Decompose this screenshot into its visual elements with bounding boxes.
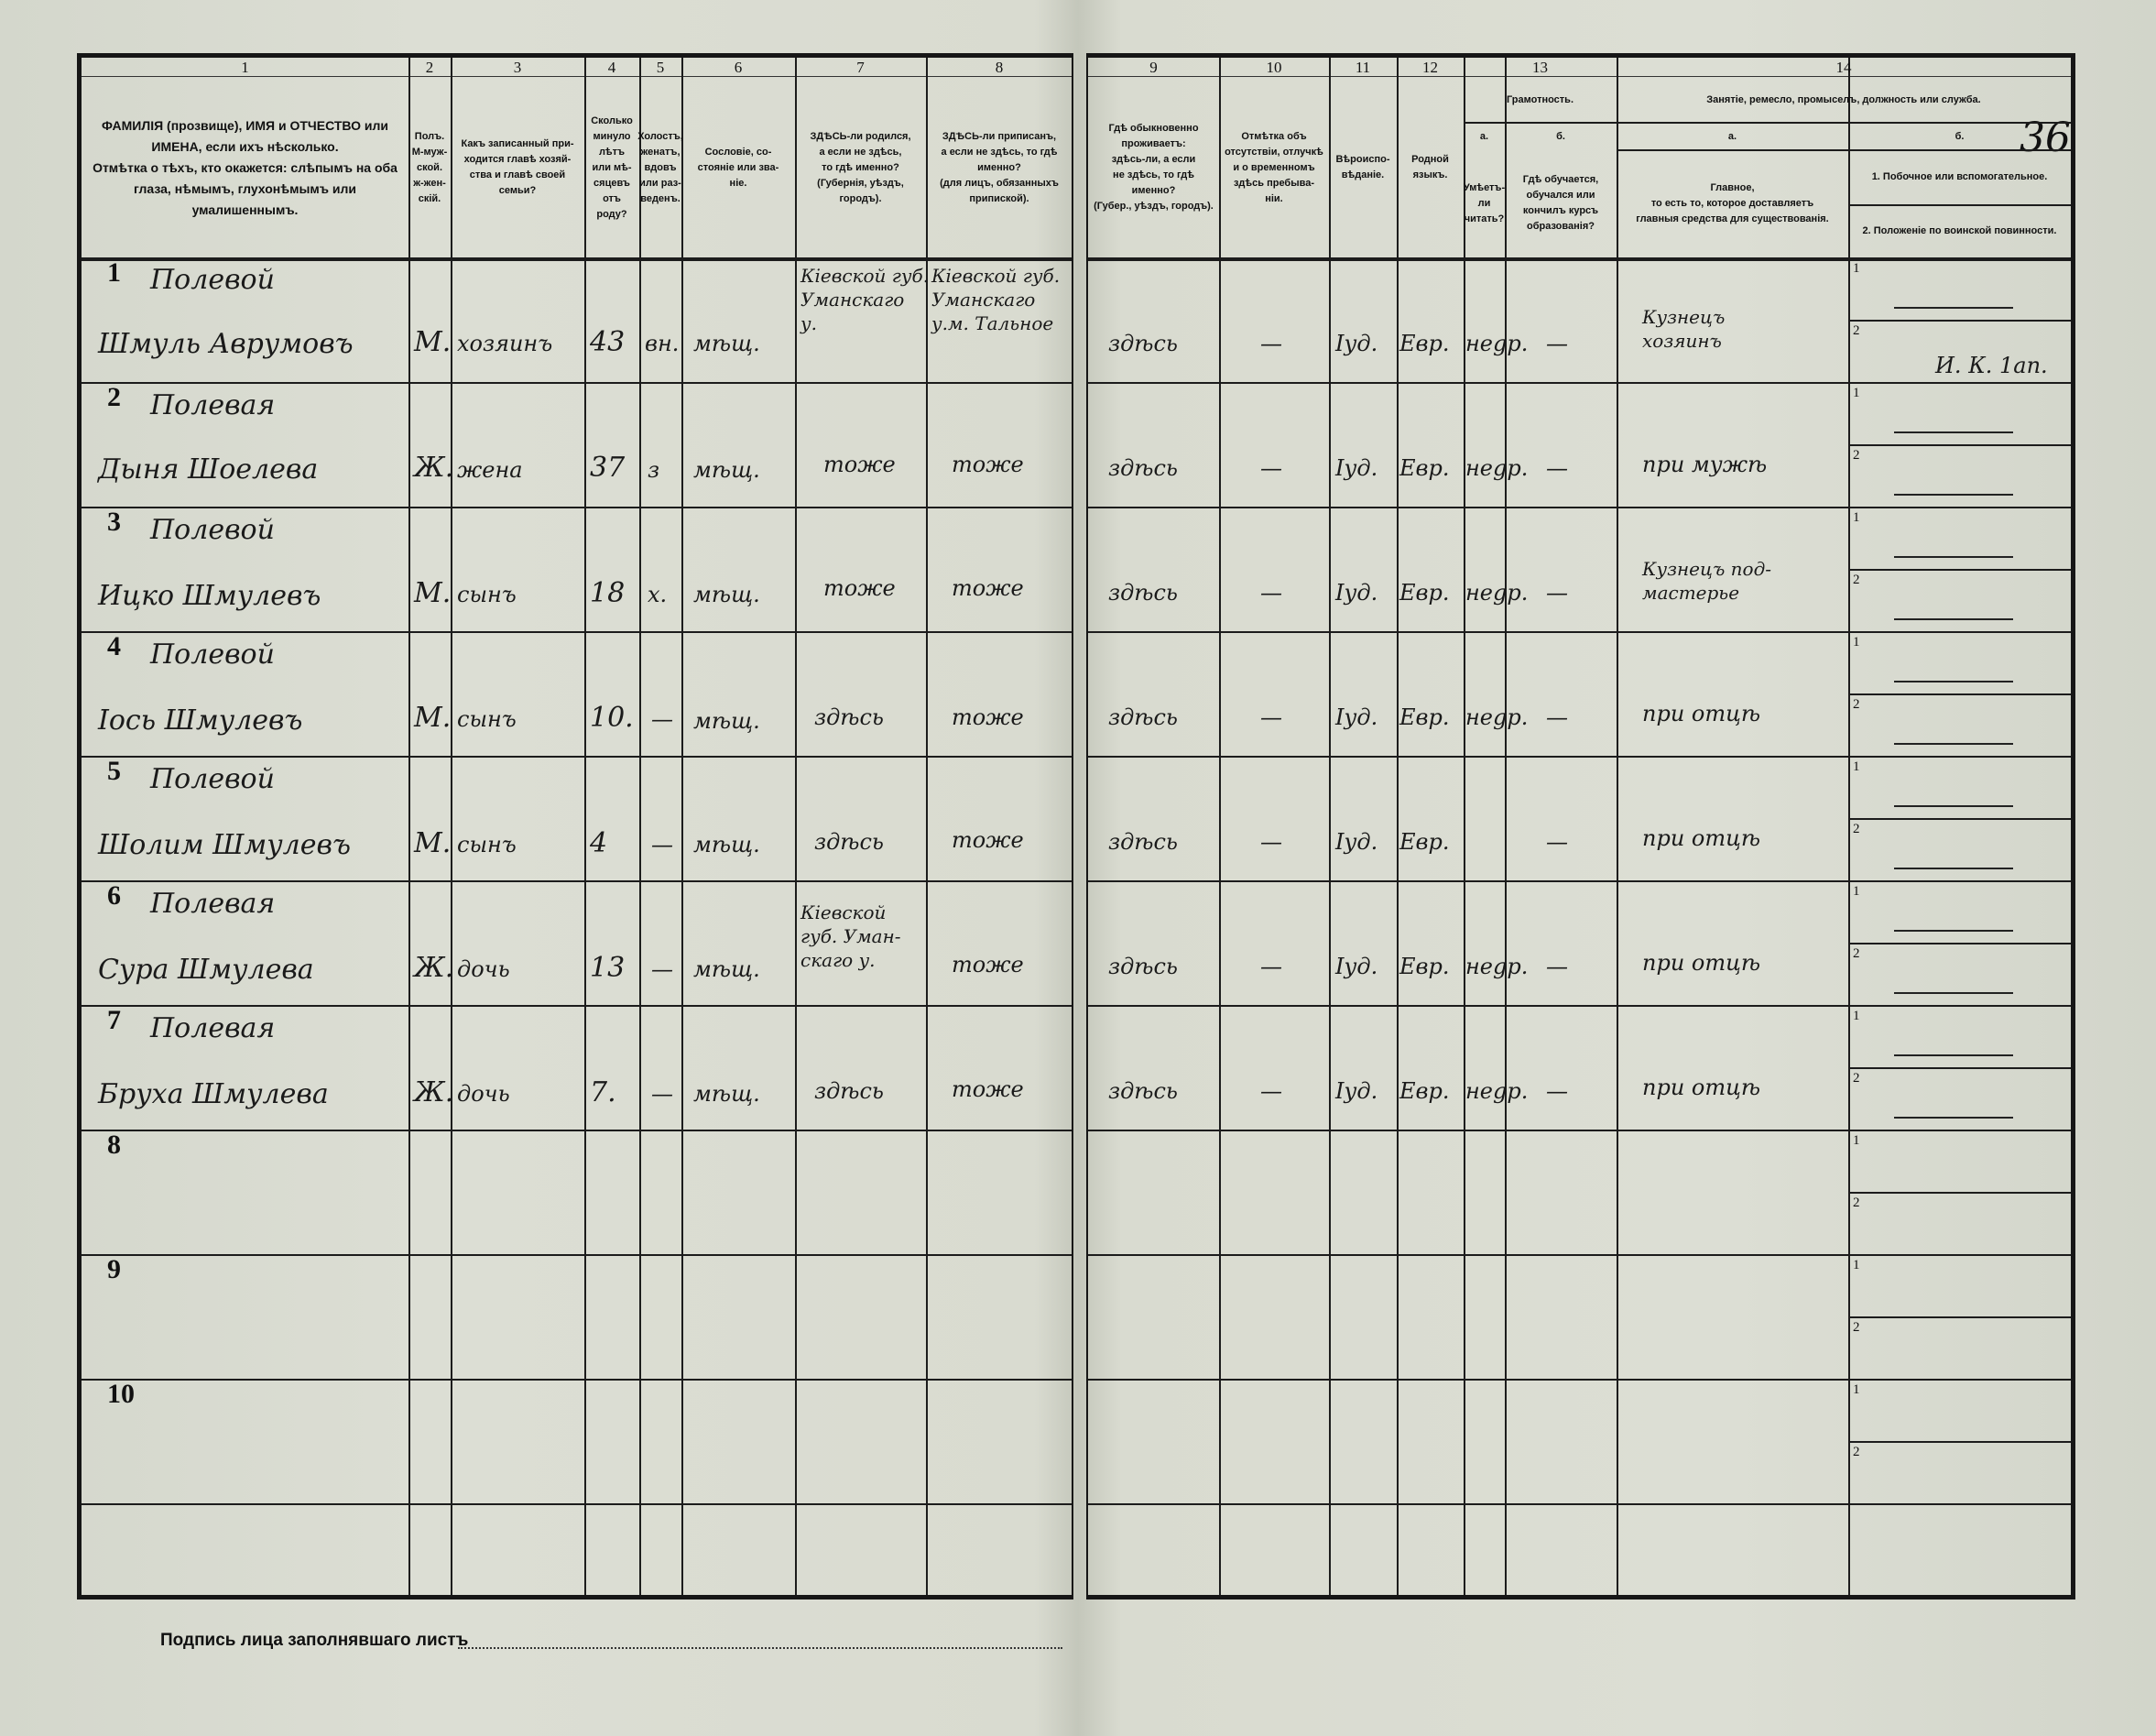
sub-label-2: 2	[1853, 1196, 1860, 1210]
sub-label-2: 2	[1853, 697, 1860, 712]
education: —	[1546, 829, 1568, 855]
sex: Ж.	[414, 952, 454, 984]
header-name: ФАМИЛІЯ (прозвище), ИМЯ и ОТЧЕСТВО или ИМЕНА, если ихъ нѣсколько. Отмѣтка о тѣхъ, кто окажется: слѣпымъ на оба глаза, нѣмымъ, глухонѣмымъ или умалишеннымъ.	[93, 117, 397, 217]
absence: —	[1260, 455, 1282, 481]
estate: мѣщ.	[693, 832, 760, 857]
header-occupation: Занятіе, ремесло, промыселъ, должность или служба.	[1706, 93, 1981, 105]
page-number: 36	[2020, 115, 2071, 161]
main-occupation: при отцѣ	[1642, 701, 1761, 726]
relation: сынъ	[457, 832, 517, 857]
right-table	[1086, 53, 2075, 1600]
sex: М.	[414, 326, 452, 358]
absence: —	[1260, 1078, 1282, 1104]
estate: мѣщ.	[693, 1081, 760, 1107]
relation: сынъ	[457, 582, 517, 607]
header-education: Гдѣ обучается, обучался или кончилъ курсъ образованія?	[1522, 174, 1599, 232]
header-marital: Холостъ, женатъ, вдовъ или раз- веденъ.	[637, 130, 683, 204]
age: 43	[590, 326, 626, 358]
marital: —	[651, 1081, 673, 1107]
main-occupation: Кузнецъ под- мастерье	[1642, 558, 1771, 604]
sub-label-2: 2	[1853, 822, 1860, 836]
religion: Iуд.	[1335, 954, 1378, 979]
birthplace: здѣсь	[814, 704, 884, 730]
sub-label-2: 2	[1853, 448, 1860, 463]
marital: —	[651, 956, 673, 982]
residence: здѣсь	[1108, 331, 1178, 356]
religion: Iуд.	[1335, 1078, 1378, 1104]
language: Евр.	[1399, 1078, 1450, 1104]
military-status: И. К. 1ап.	[1935, 353, 2048, 378]
sub-label-2: 2	[1853, 573, 1860, 587]
estate: мѣщ.	[693, 956, 760, 982]
header-age: Сколько минуло лѣтъ или мѣ- сяцевъ отъ роду?	[591, 115, 633, 220]
absence: —	[1260, 954, 1282, 979]
main-occupation: при мужѣ	[1642, 452, 1768, 477]
header-literacy: Грамотность.	[1506, 93, 1574, 105]
language: Евр.	[1399, 455, 1450, 481]
relation: хозяинъ	[457, 331, 553, 356]
absence: —	[1260, 829, 1282, 855]
religion: Iуд.	[1335, 580, 1378, 606]
religion: Iуд.	[1335, 455, 1378, 481]
col-num-2: 2	[425, 59, 434, 76]
given-name: Шмуль Аврумовъ	[98, 328, 354, 360]
residence: здѣсь	[1108, 455, 1178, 481]
sex: М.	[414, 577, 452, 609]
col-num-13: 13	[1532, 59, 1548, 76]
left-table	[77, 53, 1073, 1600]
language: Евр.	[1399, 331, 1450, 356]
birthplace: Кiевской губ. Уман- скаго у.	[800, 901, 901, 971]
given-name: Дыня Шоелева	[98, 453, 319, 486]
language: Евр.	[1399, 829, 1450, 855]
literacy: неgр.	[1465, 331, 1529, 356]
education: —	[1546, 455, 1568, 481]
literacy: неgр.	[1465, 1078, 1529, 1104]
col-num-10: 10	[1266, 59, 1282, 76]
sub-label-2: 2	[1853, 1071, 1860, 1086]
row-number: 4	[107, 631, 121, 661]
birthplace: здѣсь	[814, 1078, 884, 1104]
col-num-5: 5	[656, 59, 665, 76]
col-num-14: 14	[1835, 59, 1852, 76]
marital: —	[651, 832, 673, 857]
row-number: 5	[107, 756, 121, 786]
given-name: Іось Шмулевъ	[98, 704, 303, 737]
registered: тоже	[952, 704, 1024, 730]
relation: дочь	[457, 1081, 510, 1107]
education: —	[1546, 580, 1568, 606]
header-relation: Какъ записанный при- ходится главѣ хозяй- ства и главѣ своей семьи?	[461, 138, 574, 196]
registered: тоже	[952, 575, 1024, 601]
age: 13	[590, 952, 626, 984]
given-name: Ицко Шмулевъ	[98, 580, 321, 612]
signature-label: Подпись лица заполнявшаго листъ	[160, 1631, 469, 1650]
signature-line[interactable]	[458, 1647, 1062, 1649]
literacy: неgр.	[1465, 954, 1529, 979]
language: Евр.	[1399, 580, 1450, 606]
marital: х.	[648, 582, 668, 607]
row-number: 1	[107, 257, 121, 288]
col-num-11: 11	[1355, 59, 1371, 76]
sex: Ж.	[414, 452, 454, 484]
sub-label-2: 2	[1853, 1445, 1860, 1459]
given-name: Бруха Шмулева	[98, 1078, 329, 1110]
sub-label-1: 1	[1853, 759, 1860, 774]
education: —	[1546, 704, 1568, 730]
header-sex: Полъ. М-муж- ской. ж-жен- скій.	[411, 130, 448, 204]
sub-label-1: 1	[1853, 386, 1860, 400]
literacy: неgр.	[1465, 455, 1529, 481]
header-language: Родной языкъ.	[1411, 154, 1449, 180]
row-number: 9	[107, 1254, 121, 1284]
row-number: 6	[107, 880, 121, 911]
col-num-4: 4	[607, 59, 616, 76]
absence: —	[1260, 331, 1282, 356]
registered: тоже	[952, 827, 1024, 853]
header-occupation-b-letter: б.	[1955, 130, 1965, 142]
surname: Полевая	[150, 888, 276, 920]
row-number: 3	[107, 507, 121, 537]
age: 37	[590, 452, 626, 484]
col-num-12: 12	[1422, 59, 1438, 76]
marital: з	[648, 457, 660, 483]
birthplace: Кiевской губ. Уманскаго у.	[800, 265, 930, 334]
residence: здѣсь	[1108, 704, 1178, 730]
sub-label-1: 1	[1853, 1009, 1860, 1023]
header-occupation-a-letter: а.	[1727, 130, 1737, 142]
row-number: 2	[107, 382, 121, 412]
surname: Полевой	[150, 514, 275, 546]
education: —	[1546, 331, 1568, 356]
religion: Iуд.	[1335, 829, 1378, 855]
language: Евр.	[1399, 704, 1450, 730]
relation: дочь	[457, 956, 510, 982]
age: 7.	[590, 1076, 616, 1108]
estate: мѣщ.	[693, 708, 760, 734]
main-occupation: при отцѣ	[1642, 825, 1761, 851]
header-birthplace: ЗДѢСЬ-ли родился, а если не здѣсь, то гдѣ именно? (Губернія, уѣздъ, городъ).	[810, 130, 911, 204]
sub-label-1: 1	[1853, 884, 1860, 899]
col-num-1: 1	[241, 59, 249, 76]
sub-label-1: 1	[1853, 261, 1860, 276]
surname: Полевой	[150, 763, 275, 795]
residence: здѣсь	[1108, 1078, 1178, 1104]
absence: —	[1260, 580, 1282, 606]
header-literacy-b-letter: б.	[1556, 130, 1565, 142]
surname: Полевой	[150, 639, 275, 671]
main-occupation: при отцѣ	[1642, 950, 1761, 976]
birthplace: здѣсь	[814, 829, 884, 855]
row-number: 10	[107, 1379, 135, 1409]
birthplace: тоже	[823, 575, 896, 601]
header-military: 2. Положеніе по воинской повинности.	[1862, 224, 2057, 236]
given-name: Сура Шмулева	[98, 954, 314, 986]
col-num-7: 7	[856, 59, 865, 76]
residence: здѣсь	[1108, 954, 1178, 979]
education: —	[1546, 1078, 1568, 1104]
header-side-occupation: 1. Побочное или вспомогательное.	[1871, 170, 2048, 182]
estate: мѣщ.	[693, 457, 760, 483]
header-main-occupation: Главное, то есть то, которое доставляетъ главныя средства для существованія.	[1636, 181, 1829, 224]
main-occupation: при отцѣ	[1642, 1075, 1761, 1100]
sub-label-1: 1	[1853, 1382, 1860, 1397]
header-literacy-a-letter: а.	[1479, 130, 1489, 142]
marital: —	[651, 706, 673, 732]
registered: тоже	[952, 1076, 1024, 1102]
religion: Iуд.	[1335, 704, 1378, 730]
registered: тоже	[952, 952, 1024, 977]
registered: тоже	[952, 452, 1024, 477]
age: 4	[590, 827, 608, 859]
literacy: неgр.	[1465, 704, 1529, 730]
sex: М.	[414, 827, 452, 859]
sub-label-2: 2	[1853, 323, 1860, 338]
surname: Полевая	[150, 389, 276, 421]
residence: здѣсь	[1108, 829, 1178, 855]
birthplace: тоже	[823, 452, 896, 477]
sub-label-1: 1	[1853, 635, 1860, 650]
col-num-8: 8	[995, 59, 1004, 76]
col-num-3: 3	[513, 59, 522, 76]
main-occupation: Кузнецъ хозяинъ	[1642, 306, 1726, 352]
age: 18	[590, 577, 626, 609]
header-residence: Гдѣ обыкновенно проживаетъ: здѣсь-ли, а если не здѣсь, то гдѣ именно? (Губер., уѣздъ, городъ).	[1094, 123, 1214, 212]
row-number: 7	[107, 1005, 121, 1035]
surname: Полевая	[150, 1012, 276, 1044]
age: 10.	[590, 702, 634, 734]
sex: Ж.	[414, 1076, 454, 1108]
estate: мѣщ.	[693, 331, 760, 356]
sub-label-1: 1	[1853, 510, 1860, 525]
header-registered: ЗДѢСЬ-ли приписанъ, а если не здѣсь, то гдѣ именно? (для лицъ, обязанныхъ припиской).	[940, 130, 1059, 204]
religion: Iуд.	[1335, 331, 1378, 356]
relation: сынъ	[457, 706, 517, 732]
language: Евр.	[1399, 954, 1450, 979]
surname: Полевой	[150, 264, 275, 296]
relation: жена	[457, 457, 523, 483]
header-can-read: Умѣетъ- ли читать?	[1463, 181, 1506, 224]
sub-label-2: 2	[1853, 1320, 1860, 1335]
row-number: 8	[107, 1130, 121, 1160]
col-num-6: 6	[734, 59, 743, 76]
sex: М.	[414, 702, 452, 734]
header-estate: Сословіе, со- стояніе или зва- ніе.	[697, 146, 779, 189]
sub-label-2: 2	[1853, 946, 1860, 961]
estate: мѣщ.	[693, 582, 760, 607]
header-absence: Отмѣтка объ отсутствіи, отлучкѣ и о временномъ здѣсь пребыва- ніи.	[1225, 130, 1323, 204]
given-name: Шолим Шмулевъ	[98, 829, 351, 861]
sub-label-1: 1	[1853, 1258, 1860, 1272]
education: —	[1546, 954, 1568, 979]
marital: вн.	[645, 331, 680, 356]
literacy: неgр.	[1465, 580, 1529, 606]
sub-label-1: 1	[1853, 1133, 1860, 1148]
absence: —	[1260, 704, 1282, 730]
col-num-9: 9	[1149, 59, 1158, 76]
header-religion: Вѣроиспо- вѣданіе.	[1335, 154, 1390, 180]
residence: здѣсь	[1108, 580, 1178, 606]
registered: Кiевской губ. Уманскаго у.м. Тальное	[931, 265, 1061, 334]
